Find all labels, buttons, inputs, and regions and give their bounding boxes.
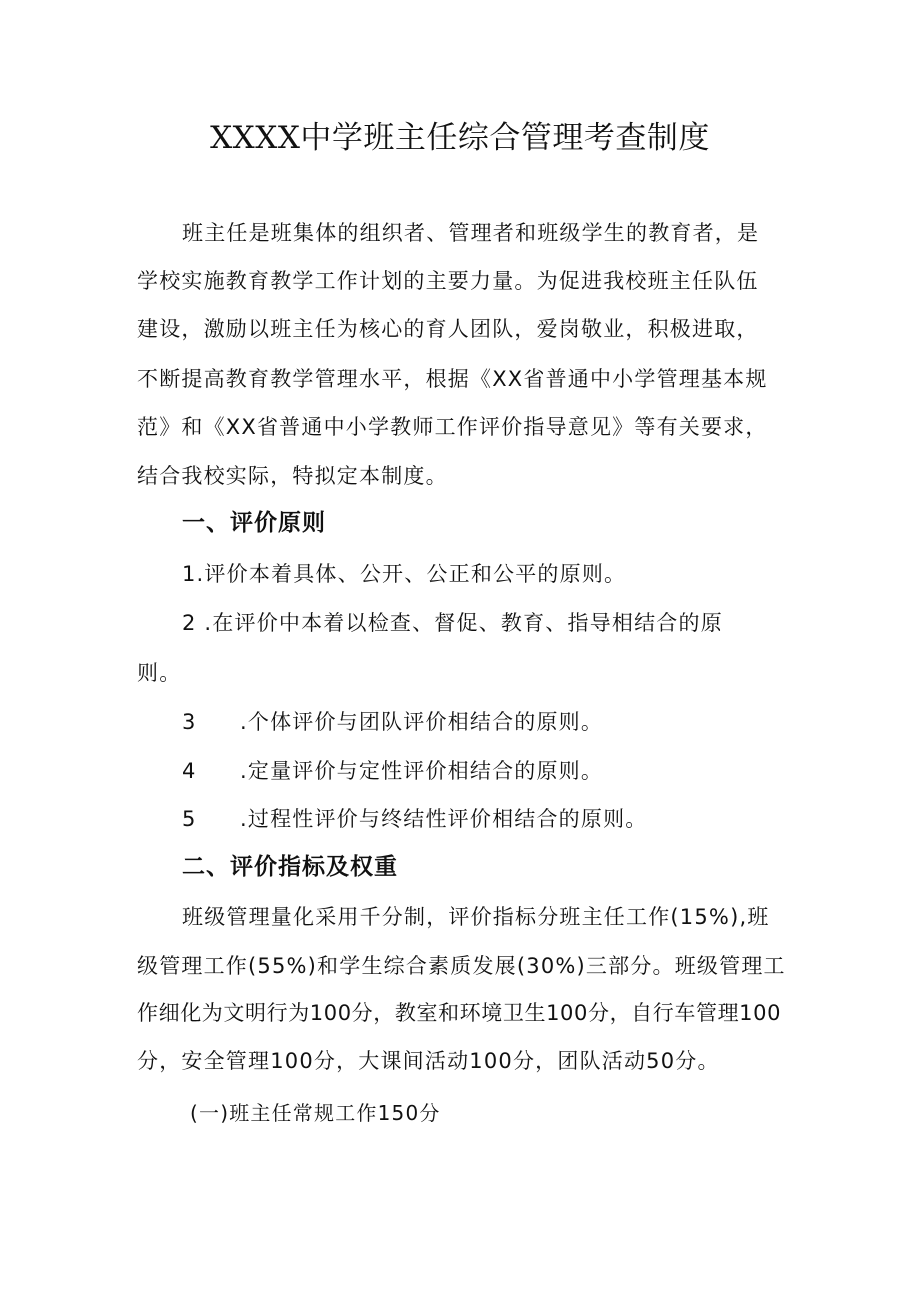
weights-line-2: 级管理工作(55%)和学生综合素质发展(30%)三部分。班级管理工: [137, 954, 786, 978]
intro-line-5: 范》和《XX省普通中小学教师工作评价指导意见》等有关要求，: [137, 415, 768, 439]
principle-item-5-number: 5: [182, 807, 197, 831]
intro-line-4: 不断提高教育教学管理水平，根据《XX省普通中小学管理基本规: [137, 367, 768, 391]
principle-item-4: [182, 756, 603, 786]
intro-line-6: 结合我校实际，特拟定本制度。: [137, 464, 448, 488]
document-title: XXXX中学班主任综合管理考查制度: [210, 120, 710, 156]
intro-line-1: 班主任是班集体的组织者、管理者和班级学生的教育者，是: [182, 221, 760, 245]
section-2-heading: 二、评价指标及权重: [182, 854, 398, 880]
weights-line-4: 分，安全管理100分，大课间活动100分，团队活动50分。: [137, 1049, 720, 1073]
principle-item-5: [182, 804, 647, 834]
section-1-heading: 一、评价原则: [182, 510, 326, 536]
principle-item-3-text: .个体评价与团队评价相结合的原则。: [240, 710, 604, 734]
principle-item-3-number: 3: [182, 710, 197, 734]
principle-item-1: 1.评价本着具体、公开、公正和公平的原则。: [182, 562, 627, 586]
principle-item-5-text: .过程性评价与终结性评价相结合的原则。: [240, 807, 648, 831]
weights-line-1: 班级管理量化采用千分制，评价指标分班主任工作(15%),班: [182, 905, 770, 929]
subsection-1-heading: (一)班主任常规工作150分: [190, 1101, 441, 1125]
weights-line-3: 作细化为文明行为100分，教室和环境卫生100分，自行车管理100: [137, 1001, 782, 1025]
principle-item-2-line-2: 则。: [137, 661, 182, 685]
principle-item-2-line-1: 2 .在评价中本着以检查、督促、教育、指导相结合的原: [182, 611, 723, 635]
principle-item-4-number: 4: [182, 759, 197, 783]
intro-line-2: 学校实施教育教学工作计划的主要力量。为促进我校班主任队伍: [137, 269, 759, 293]
intro-line-3: 建设，激励以班主任为核心的育人团队，爱岗敬业，积极进取，: [137, 317, 759, 341]
principle-item-3: [182, 707, 603, 737]
principle-item-4-text: .定量评价与定性评价相结合的原则。: [240, 759, 604, 783]
